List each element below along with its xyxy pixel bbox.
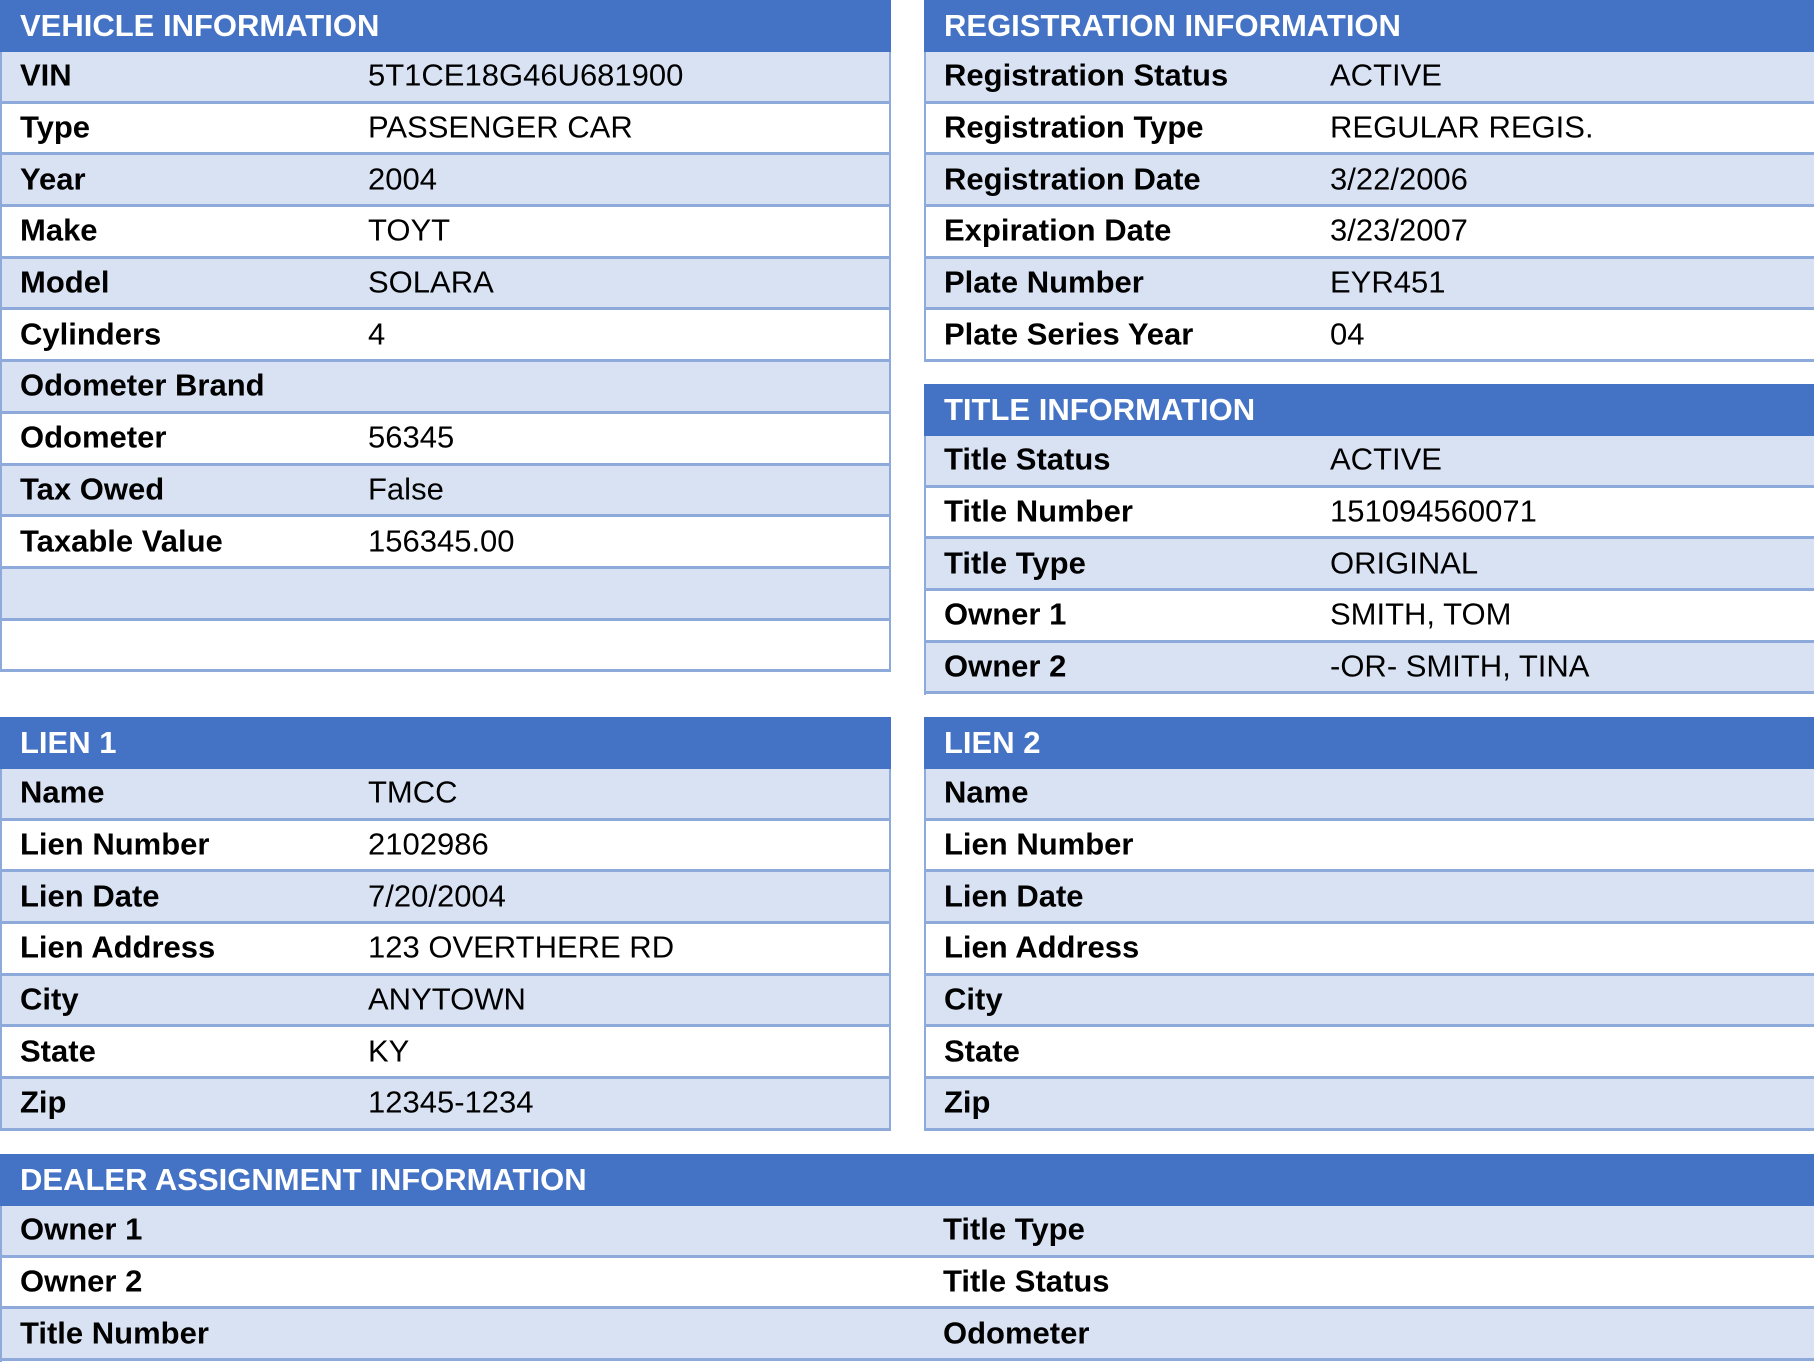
- field-value: ANYTOWN: [368, 981, 526, 1017]
- lien-2-header: LIEN 2: [924, 717, 1814, 769]
- field-label: State: [20, 1033, 96, 1069]
- lien-1-header: LIEN 1: [0, 717, 891, 769]
- field-label: Lien Address: [20, 929, 216, 965]
- table-row: [2, 821, 889, 873]
- field-value: 2102986: [368, 826, 489, 862]
- table-row: [926, 821, 1814, 873]
- table-row: [2, 621, 889, 673]
- field-value: EYR451: [1330, 264, 1446, 300]
- vehicle-information-header: VEHICLE INFORMATION: [0, 0, 891, 52]
- table-row: [2, 1206, 1814, 1258]
- field-label: Year: [20, 160, 86, 196]
- table-row: [2, 1027, 889, 1079]
- title-information-panel: [924, 384, 1814, 695]
- field-label: Registration Status: [944, 57, 1229, 93]
- table-row: [926, 976, 1814, 1028]
- table-row: [2, 1079, 889, 1131]
- field-label: Type: [20, 109, 91, 145]
- field-label: Title Number: [944, 493, 1133, 529]
- table-row: [2, 769, 889, 821]
- table-row: [926, 52, 1814, 104]
- table-row: [926, 591, 1814, 643]
- table-row: [926, 1079, 1814, 1131]
- field-label: Owner 2: [20, 1263, 143, 1299]
- table-row: [926, 769, 1814, 821]
- field-label: Zip: [20, 1084, 67, 1120]
- field-label: Name: [20, 774, 105, 810]
- field-value: KY: [368, 1033, 410, 1069]
- field-value: ACTIVE: [1330, 441, 1442, 477]
- field-label: State: [944, 1033, 1020, 1069]
- field-label: Title Number: [20, 1314, 209, 1350]
- field-value: 151094560071: [1330, 493, 1537, 529]
- lien-1-panel: [0, 717, 891, 1131]
- table-row: [2, 207, 889, 259]
- table-row: [2, 259, 889, 311]
- field-label: Lien Address: [944, 929, 1140, 965]
- table-row: [2, 1258, 1814, 1310]
- table-row: [2, 872, 889, 924]
- field-value: TOYT: [368, 212, 451, 248]
- table-row: [2, 924, 889, 976]
- field-value: SMITH, TOM: [1330, 596, 1512, 632]
- field-label: City: [944, 981, 1003, 1017]
- table-row: [926, 259, 1814, 311]
- field-value: 12345-1234: [368, 1084, 534, 1120]
- field-value: 156345.00: [368, 522, 515, 558]
- field-label: Odometer: [20, 419, 167, 455]
- field-label: Lien Date: [20, 877, 160, 913]
- table-row: [2, 976, 889, 1028]
- table-row: [926, 155, 1814, 207]
- dealer-assignment-header: DEALER ASSIGNMENT INFORMATION: [0, 1154, 1814, 1206]
- field-value: ORIGINAL: [1330, 544, 1479, 580]
- field-value: 3/23/2007: [1330, 212, 1468, 248]
- table-row: [2, 155, 889, 207]
- field-value: ACTIVE: [1330, 57, 1442, 93]
- field-label: Title Status: [943, 1263, 1110, 1299]
- field-label: Owner 2: [944, 648, 1067, 684]
- field-label: Odometer: [943, 1314, 1090, 1350]
- field-label: City: [20, 981, 79, 1017]
- field-value: TMCC: [368, 774, 458, 810]
- field-value: 2004: [368, 160, 437, 196]
- field-label: Name: [944, 774, 1029, 810]
- table-row: [926, 310, 1814, 362]
- table-row: [926, 1027, 1814, 1079]
- field-label: Plate Number: [944, 264, 1144, 300]
- field-value: PASSENGER CAR: [368, 109, 633, 145]
- table-row: [2, 104, 889, 156]
- field-label: Title Status: [944, 441, 1111, 477]
- field-label: Owner 1: [20, 1211, 143, 1247]
- field-label: Lien Number: [20, 826, 210, 862]
- field-value: SOLARA: [368, 264, 494, 300]
- dealer-assignment-panel: [0, 1154, 1814, 1362]
- field-value: 7/20/2004: [368, 877, 506, 913]
- table-row: [2, 310, 889, 362]
- field-label: Title Type: [944, 544, 1086, 580]
- title-information-header: TITLE INFORMATION: [924, 384, 1814, 436]
- field-label: Model: [20, 264, 110, 300]
- table-row: [926, 924, 1814, 976]
- field-value: 123 OVERTHERE RD: [368, 929, 675, 965]
- field-label: Registration Type: [944, 109, 1204, 145]
- field-value: 04: [1330, 316, 1365, 352]
- field-value: 4: [368, 316, 386, 352]
- field-value: 5T1CE18G46U681900: [368, 57, 684, 93]
- field-label: Odometer Brand: [20, 367, 265, 403]
- field-label: Owner 1: [944, 596, 1067, 632]
- vehicle-information-panel: [0, 0, 891, 672]
- field-label: Tax Owed: [20, 471, 165, 507]
- table-row: [2, 414, 889, 466]
- field-label: VIN: [20, 57, 72, 93]
- table-row: [926, 207, 1814, 259]
- field-label: Lien Date: [944, 877, 1084, 913]
- table-row: [2, 1309, 1814, 1361]
- field-label: Cylinders: [20, 316, 162, 352]
- table-row: [2, 517, 889, 569]
- field-label: Lien Number: [944, 826, 1134, 862]
- table-row: [926, 643, 1814, 695]
- registration-information-panel: [924, 0, 1814, 362]
- table-row: [2, 52, 889, 104]
- lien-2-panel: [924, 717, 1814, 1131]
- table-row: [926, 539, 1814, 591]
- field-label: Title Type: [943, 1211, 1085, 1247]
- table-row: [926, 436, 1814, 488]
- field-label: Taxable Value: [20, 522, 223, 558]
- table-row: [2, 362, 889, 414]
- field-label: Zip: [944, 1084, 991, 1120]
- table-row: [2, 466, 889, 518]
- field-value: 56345: [368, 419, 455, 455]
- field-value: REGULAR REGIS.: [1330, 109, 1594, 145]
- table-row: [926, 872, 1814, 924]
- field-value: False: [368, 471, 444, 507]
- table-row: [2, 569, 889, 621]
- field-value: 3/22/2006: [1330, 160, 1468, 196]
- field-label: Expiration Date: [944, 212, 1172, 248]
- registration-information-header: REGISTRATION INFORMATION: [924, 0, 1814, 52]
- table-row: [926, 104, 1814, 156]
- field-label: Registration Date: [944, 160, 1201, 196]
- field-label: Make: [20, 212, 98, 248]
- field-value: -OR- SMITH, TINA: [1330, 648, 1590, 684]
- field-label: Plate Series Year: [944, 316, 1194, 352]
- table-row: [926, 488, 1814, 540]
